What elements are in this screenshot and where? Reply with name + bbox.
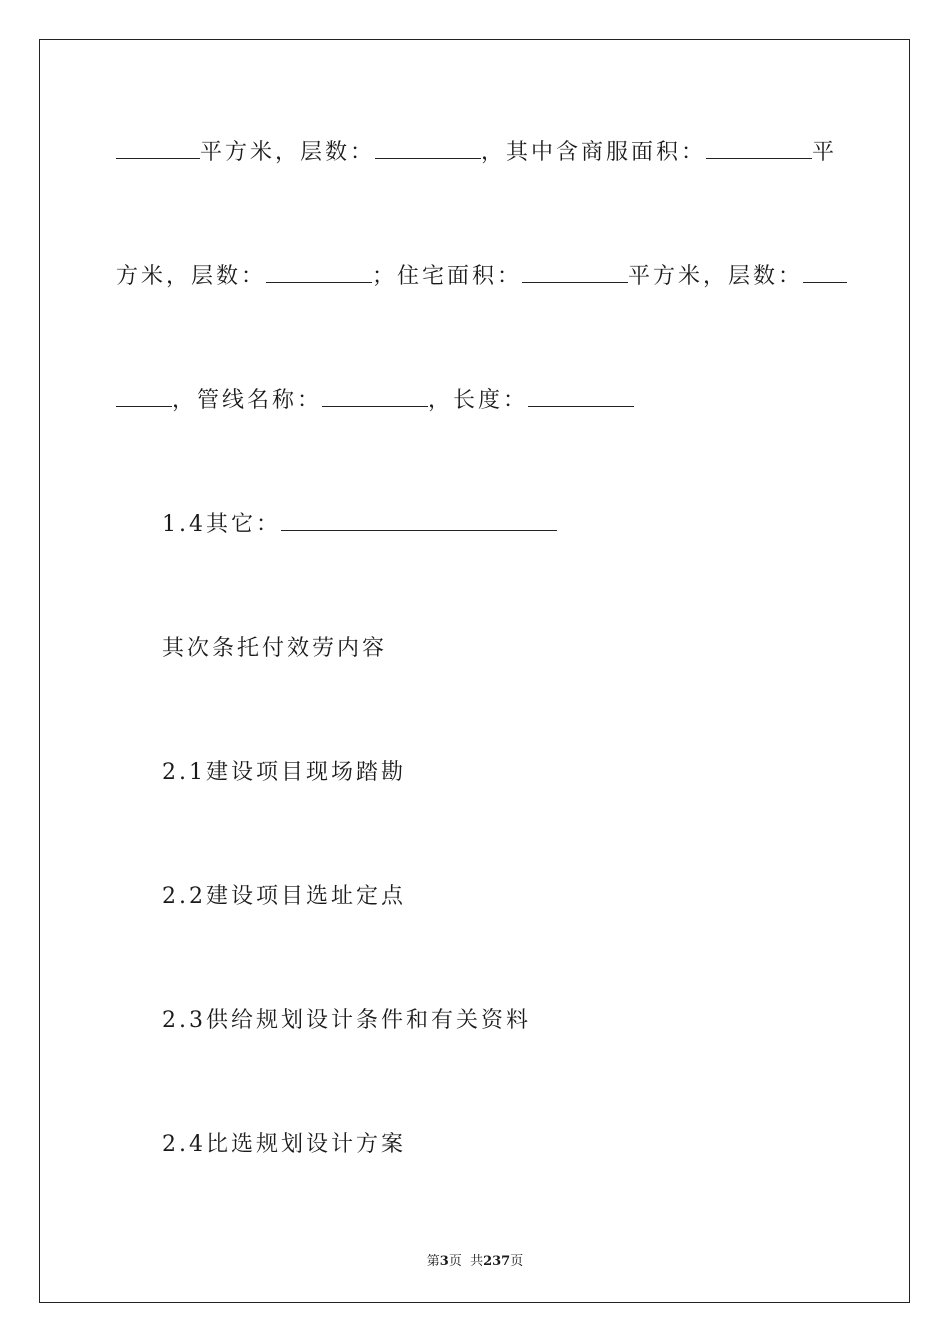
fill-in-blank[interactable] bbox=[706, 140, 812, 159]
page-footer bbox=[0, 1250, 950, 1269]
list-item: 2.4比选规划设计方案 bbox=[162, 1132, 406, 1157]
text-segment: ，长度： bbox=[428, 388, 529, 413]
list-item: 2.2建设项目选址定点 bbox=[162, 884, 406, 909]
text-segment: 平 bbox=[812, 140, 838, 165]
footer-prefix: 第 bbox=[426, 1254, 440, 1269]
fill-in-blank[interactable] bbox=[375, 140, 481, 159]
fill-in-blank[interactable] bbox=[116, 140, 200, 159]
text-segment: 1.4其它： bbox=[162, 512, 281, 537]
document-line-2 bbox=[116, 264, 847, 290]
text-segment: ；住宅面积： bbox=[372, 264, 523, 289]
text-segment: 平方米，层数： bbox=[628, 264, 804, 289]
document-line-1 bbox=[116, 140, 837, 166]
fill-in-blank[interactable] bbox=[322, 388, 428, 407]
fill-in-blank[interactable] bbox=[266, 264, 372, 283]
fill-in-blank[interactable] bbox=[116, 388, 172, 407]
fill-in-blank[interactable] bbox=[281, 512, 557, 531]
list-item: 2.1建设项目现场踏勘 bbox=[162, 760, 406, 785]
fill-in-blank[interactable] bbox=[803, 264, 847, 283]
fill-in-blank[interactable] bbox=[522, 264, 628, 283]
list-item: 2.3供给规划设计条件和有关资料 bbox=[162, 1008, 531, 1033]
text-segment: 平方米，层数： bbox=[200, 140, 376, 165]
document-line-4 bbox=[162, 512, 557, 538]
footer-suffix: 页 bbox=[510, 1254, 524, 1269]
text-segment: 方米，层数： bbox=[116, 264, 267, 289]
fill-in-blank[interactable] bbox=[528, 388, 634, 407]
total-page-count: 237 bbox=[483, 1254, 511, 1269]
footer-mid: 页 共 bbox=[448, 1254, 484, 1269]
text-segment: ，其中含商服面积： bbox=[481, 140, 707, 165]
page-border bbox=[39, 39, 910, 1303]
document-line-3 bbox=[116, 388, 634, 414]
text-segment: ，管线名称： bbox=[172, 388, 323, 413]
section-heading: 其次条托付效劳内容 bbox=[162, 636, 388, 661]
current-page-number: 3 bbox=[439, 1254, 449, 1269]
